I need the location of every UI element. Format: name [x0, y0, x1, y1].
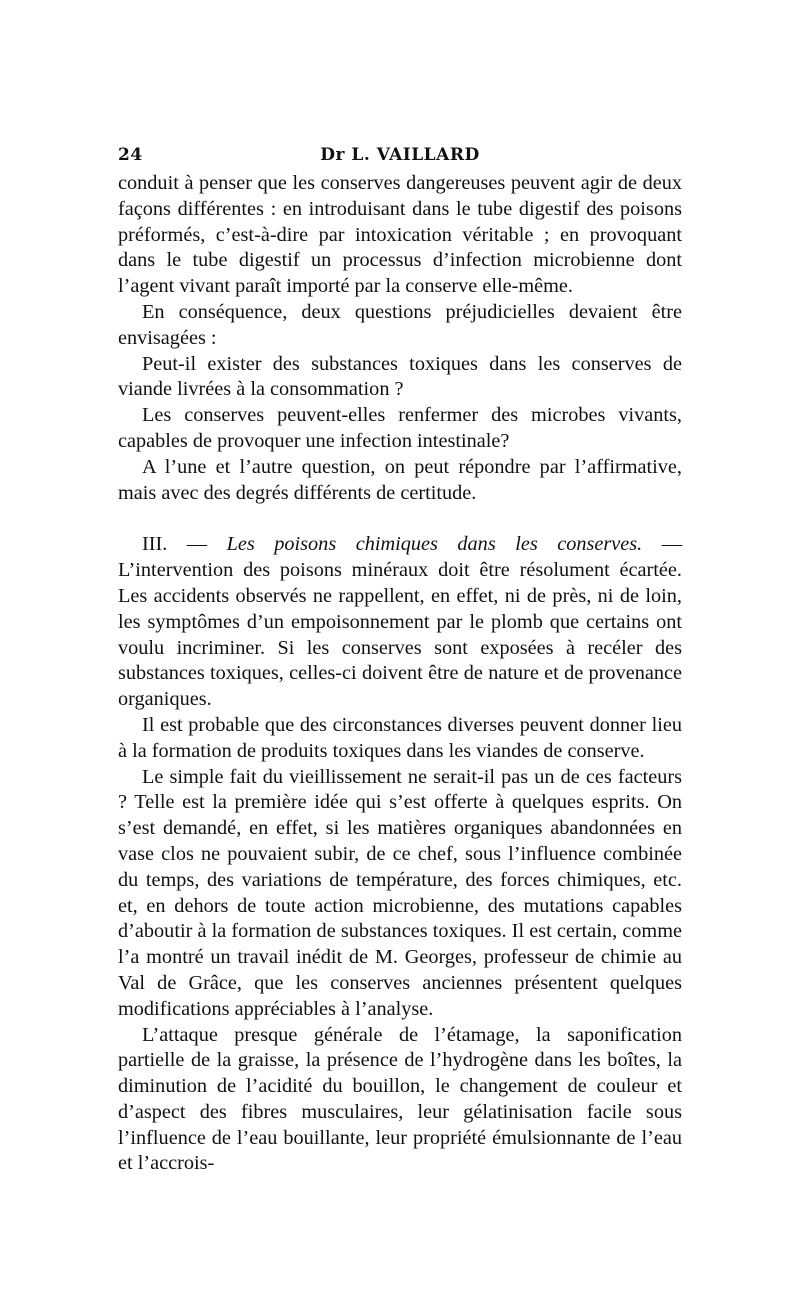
section-text: L’intervention des poisons minéraux doit être résolument écartée. Les accidents observés ne rappellent, en effet, ni de près, ni de loin, les symptômes d’un empoisonnement par le plomb que certains ont voulu incriminer. Si les conserves sont exposées à recéler des substances toxiques, celles-ci doivent être de nature et de provenance organiques.	[118, 559, 682, 711]
paragraph: A l’une et l’autre question, on peut répondre par l’affirmative, mais avec des degrés différents de certitude.	[118, 455, 682, 504]
page-header	[118, 141, 682, 171]
section-dash: —	[661, 533, 682, 556]
paragraph: Il est probable que des circonstances diverses peuvent donner lieu à la formation de produits toxiques dans les viandes de conserve.	[118, 713, 682, 762]
page-number: 24	[118, 145, 143, 165]
section-spacer	[118, 506, 682, 532]
paragraph-question-1: Peut-il exister des substances toxiques dans les conserves de viande livrées à la consommation ?	[118, 352, 682, 401]
section-number: III. —	[142, 533, 208, 556]
paragraph-continuation: conduit à penser que les conserves dangereuses peuvent agir de deux façons différentes : en introduisant dans le tube digestif des poisons préformés, c’est-à-dire par intoxication véritable ; en provoquant dans le tube digestif un processus d’infection microbienne dont l’agent vivant paraît importé par la conserve elle-même.	[118, 172, 682, 298]
section-paragraph	[118, 532, 682, 713]
paragraph: L’attaque presque générale de l’étamage, la saponification partielle de la graisse, la présence de l’hydrogène dans les boîtes, la diminution de l’acidité du bouillon, le changement de couleur et d’aspect des fibres musculaires, leur gélatinisation facile sous l’influence de l’eau bouillante, leur propriété émulsionnante de l’eau et l’accrois-	[118, 1023, 682, 1175]
paragraph: En conséquence, deux questions préjudicielles devaient être envisagées :	[118, 300, 682, 349]
section-title: Les poisons chimiques dans les conserves.	[226, 533, 643, 556]
book-page	[118, 141, 682, 1177]
paragraph-question-2: Les conserves peuvent-elles renfermer des microbes vivants, capables de provoquer une infection intestinale?	[118, 404, 682, 452]
body-text	[118, 171, 682, 1177]
paragraph: Le simple fait du vieillissement ne serait-il pas un de ces facteurs ? Telle est la première idée qui s’est offerte à quelques esprits. On s’est demandé, en effet, si les matières organiques abandonnées en vase clos ne pouvaient subir, de ce chef, sous l’influence combinée du temps, des variations de température, des forces chimiques, etc. et, en dehors de toute action microbienne, des mutations capables d’aboutir à la formation de substances toxiques. Il est certain, comme l’a montré un travail inédit de M. Georges, professeur de chimie au Val de Grâce, que les conserves anciennes présentent quelques modifications appréciables à l’analyse.	[118, 765, 682, 1020]
running-head: Dr L. VAILLARD	[320, 145, 480, 165]
